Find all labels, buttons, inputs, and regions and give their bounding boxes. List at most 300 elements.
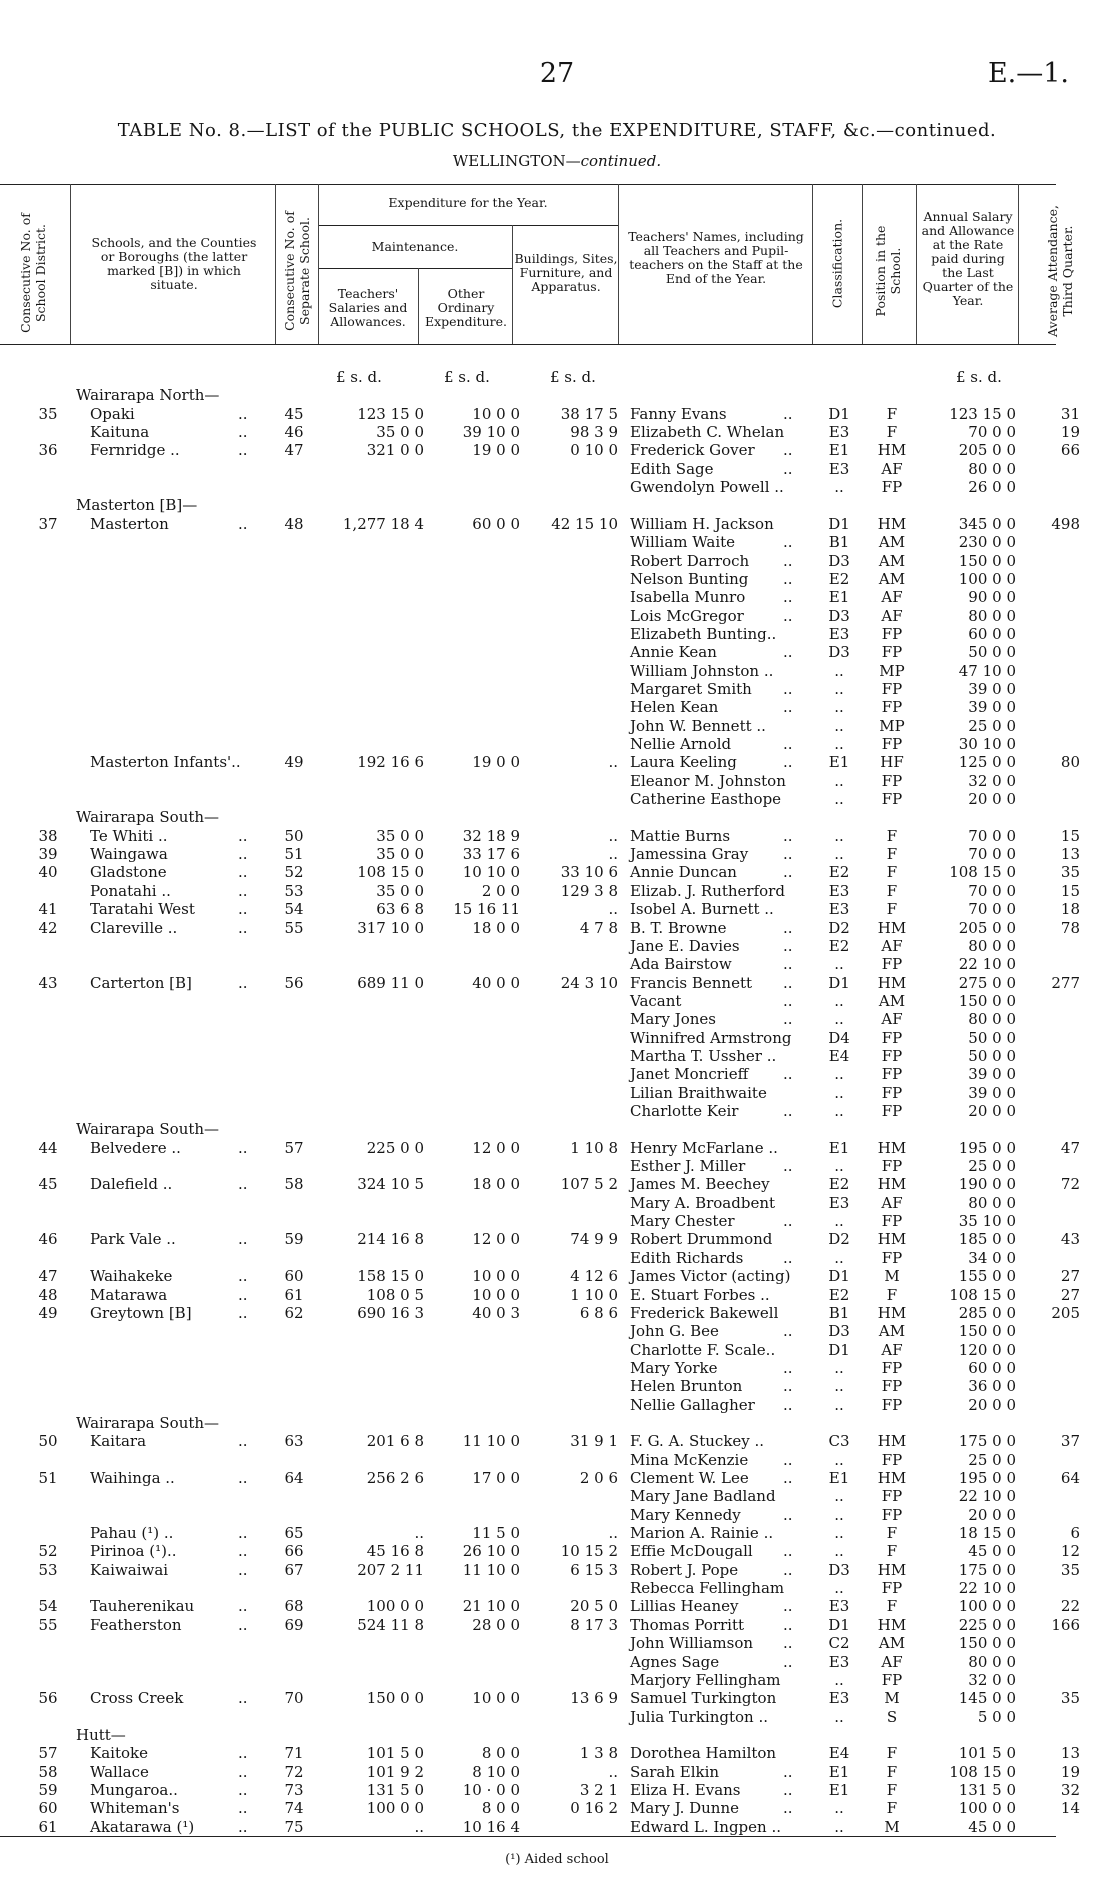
annual-salary: 195 0 0: [958, 1469, 1016, 1487]
table-row: [0, 1267, 1114, 1285]
leader-dots: ..: [783, 955, 793, 974]
position: AM: [878, 1322, 906, 1341]
classification: ..: [834, 1799, 844, 1818]
teacher-name: John Williamson: [630, 1634, 754, 1653]
district-number: 35: [38, 404, 58, 423]
salaries-amount: 150 0 0: [366, 1689, 424, 1708]
school-name: Kaitara: [90, 1432, 147, 1451]
buildings-amount: 98 3 9: [570, 423, 618, 442]
classification: D1: [828, 1615, 850, 1634]
classification: ..: [834, 735, 844, 753]
classification: D3: [828, 1322, 850, 1341]
school-name: Fernridge ..: [90, 441, 180, 460]
classification: ..: [834, 1542, 844, 1561]
table-row: [0, 717, 1114, 735]
classification: ..: [834, 1212, 844, 1231]
annual-salary: 150 0 0: [958, 991, 1016, 1010]
classification: E1: [828, 1138, 850, 1157]
classification: ..: [834, 991, 844, 1010]
position: AF: [881, 936, 903, 955]
table-row: [0, 863, 1114, 881]
header-teachers: Teachers' Names, including all Teachers and Pupil-teachers on the Staff at the End of the Year.: [628, 229, 804, 286]
teacher-name: Catherine Easthope: [630, 790, 782, 809]
table-row: [0, 735, 1114, 753]
district-number: 49: [38, 1303, 58, 1322]
school-name: Masterton Infants'..: [90, 753, 241, 772]
average-attendance: 166: [1051, 1615, 1080, 1634]
teacher-name: Robert Darroch: [630, 551, 750, 570]
table-row: [0, 1671, 1114, 1689]
school-name: Waihinga ..: [90, 1469, 175, 1487]
salaries-amount: 214 16 8: [357, 1230, 424, 1249]
table-row: [0, 753, 1114, 771]
teacher-name: Helen Kean: [630, 698, 719, 717]
position: HM: [877, 1303, 907, 1322]
table-row: [0, 570, 1114, 588]
leader-dots: ..: [783, 1065, 793, 1084]
annual-salary: 70 0 0: [968, 881, 1016, 900]
school-name: Park Vale ..: [90, 1230, 176, 1249]
classification: D1: [828, 1267, 850, 1286]
table-row: [0, 845, 1114, 863]
other-expenditure-amount: 10 10 0: [462, 863, 520, 882]
separate-number: 64: [284, 1469, 304, 1487]
classification: ..: [834, 955, 844, 974]
salaries-amount: 225 0 0: [366, 1138, 424, 1157]
table-row: [0, 1653, 1114, 1671]
header-district: Consecutive No. of School District.: [18, 213, 48, 333]
table-title: TABLE No. 8.—LIST of the PUBLIC SCHOOLS, the EXPENDITURE, STAFF, &c.—continued.: [117, 120, 997, 141]
leader-dots: ..: [783, 1799, 793, 1818]
salaries-amount: 689 11 0: [357, 973, 424, 992]
classification: E2: [828, 1285, 850, 1304]
position: HF: [880, 753, 904, 772]
classification: E3: [828, 1193, 850, 1212]
other-expenditure-amount: 18 0 0: [472, 1175, 520, 1194]
buildings-amount: 42 15 10: [551, 514, 618, 533]
district-number: 58: [38, 1762, 58, 1781]
average-attendance: 47: [1060, 1138, 1080, 1157]
table-row: [0, 478, 1114, 496]
other-expenditure-amount: 18 0 0: [472, 918, 520, 937]
salaries-amount: 1,277 18 4: [342, 514, 424, 533]
table-row: [0, 1139, 1114, 1157]
separate-number: 61: [284, 1285, 304, 1304]
other-expenditure-amount: 8 0 0: [481, 1799, 520, 1818]
separate-number: 63: [284, 1432, 304, 1451]
leader-dots: ..: [783, 1377, 793, 1396]
teacher-name: Frederick Gover: [630, 441, 755, 460]
annual-salary: 20 0 0: [968, 1102, 1016, 1120]
table-row: [0, 974, 1114, 992]
buildings-amount: 0 16 2: [570, 1799, 618, 1818]
header-maintenance: Maintenance.: [371, 239, 459, 254]
classification: ..: [834, 1358, 844, 1377]
classification: E1: [828, 1780, 850, 1799]
classification: ..: [834, 1817, 844, 1836]
annual-salary: 22 10 0: [958, 1579, 1016, 1598]
table-row: [0, 1322, 1114, 1340]
salaries-amount: 100 0 0: [366, 1597, 424, 1616]
other-expenditure-amount: 15 16 11: [453, 900, 520, 919]
annual-salary: 100 0 0: [958, 1799, 1016, 1818]
average-attendance: 13: [1060, 1744, 1080, 1763]
position: HM: [877, 1138, 907, 1157]
other-expenditure-amount: 40 0 3: [472, 1303, 520, 1322]
teacher-name: John G. Bee: [630, 1322, 719, 1341]
table-row: [0, 1065, 1114, 1083]
leader-dots: ..: [238, 845, 248, 864]
position: F: [886, 863, 898, 882]
teacher-name: Frederick Bakewell: [630, 1303, 779, 1322]
school-name: Whiteman's: [90, 1799, 180, 1818]
classification: E3: [828, 1652, 850, 1671]
salaries-amount: 101 5 0: [366, 1744, 424, 1763]
position: F: [886, 1597, 898, 1616]
leader-dots: ..: [238, 1138, 248, 1157]
teacher-name: Mary Jane Badland: [630, 1487, 776, 1506]
leader-dots: ..: [783, 404, 793, 423]
leader-dots: ..: [238, 1597, 248, 1616]
position: F: [886, 1762, 898, 1781]
leader-dots: ..: [238, 1799, 248, 1818]
separate-number: 71: [284, 1744, 304, 1763]
average-attendance: 19: [1060, 423, 1080, 442]
classification: E1: [828, 441, 850, 460]
teacher-name: Samuel Turkington: [630, 1689, 777, 1708]
salaries-amount: 256 2 6: [366, 1469, 424, 1487]
teacher-name: Mary J. Dunne: [630, 1799, 739, 1818]
teacher-name: Fanny Evans: [630, 404, 727, 423]
leader-dots: ..: [238, 918, 248, 937]
table-row: [0, 1689, 1114, 1707]
district-number: 57: [38, 1744, 58, 1763]
annual-salary: 22 10 0: [958, 955, 1016, 974]
average-attendance: 15: [1060, 826, 1080, 845]
table-row: [0, 1487, 1114, 1505]
leader-dots: ..: [783, 606, 793, 625]
leader-dots: ..: [783, 643, 793, 662]
county-heading: Wairarapa South—: [76, 1413, 220, 1432]
position: AF: [881, 606, 903, 625]
leader-dots: ..: [238, 1267, 248, 1286]
salaries-amount: 101 9 2: [366, 1762, 424, 1781]
district-number: 37: [38, 514, 58, 533]
table-row: [0, 515, 1114, 533]
school-name: Greytown [B]: [90, 1303, 192, 1322]
table-row: [0, 790, 1114, 808]
leader-dots: ..: [783, 826, 793, 845]
leader-dots: ..: [783, 1322, 793, 1341]
district-number: 46: [38, 1230, 58, 1249]
teacher-name: Margaret Smith: [630, 679, 752, 698]
table-row: [0, 1010, 1114, 1028]
salaries-amount: 524 11 8: [357, 1615, 424, 1634]
buildings-amount: ..: [608, 753, 618, 772]
position: FP: [881, 1248, 903, 1267]
annual-salary: 70 0 0: [968, 826, 1016, 845]
school-name: Pahau (¹) ..: [90, 1524, 174, 1543]
classification: ..: [834, 698, 844, 717]
classification: ..: [834, 1579, 844, 1598]
separate-number: 55: [284, 918, 304, 937]
annual-salary: 345 0 0: [958, 514, 1016, 533]
position: M: [884, 1689, 900, 1708]
position: F: [886, 881, 898, 900]
unit-buildings: £ s. d.: [550, 368, 596, 386]
buildings-amount: 6 15 3: [570, 1560, 618, 1579]
teacher-name: Agnes Sage: [630, 1652, 720, 1671]
average-attendance: 22: [1060, 1597, 1080, 1616]
position: FP: [881, 698, 903, 717]
table-row: [0, 882, 1114, 900]
leader-dots: ..: [783, 973, 793, 992]
school-name: Te Whiti ..: [90, 826, 168, 845]
district-number: 61: [38, 1817, 58, 1836]
teacher-name: Elizab. J. Rutherford: [630, 881, 785, 900]
leader-dots: ..: [238, 1524, 248, 1543]
classification: ..: [834, 1670, 844, 1689]
school-name: Ponatahi ..: [90, 881, 171, 900]
separate-number: 67: [284, 1560, 304, 1579]
header-expenditure: Expenditure for the Year.: [388, 195, 548, 210]
other-expenditure-amount: 17 0 0: [472, 1469, 520, 1487]
average-attendance: 277: [1051, 973, 1080, 992]
annual-salary: 20 0 0: [968, 790, 1016, 809]
separate-number: 72: [284, 1762, 304, 1781]
position: FP: [881, 1212, 903, 1231]
table-row: [0, 1396, 1114, 1414]
other-expenditure-amount: 32 18 9: [462, 826, 520, 845]
teacher-name: Thomas Porritt: [630, 1615, 745, 1634]
classification: E2: [828, 863, 850, 882]
teacher-name: F. G. A. Stuckey ..: [630, 1432, 765, 1451]
school-name: Cross Creek: [90, 1689, 184, 1708]
classification: ..: [834, 1707, 844, 1726]
position: FP: [881, 1670, 903, 1689]
position: FP: [881, 1028, 903, 1047]
classification: D4: [828, 1028, 850, 1047]
buildings-amount: 0 10 0: [570, 441, 618, 460]
teacher-name: Edward L. Ingpen ..: [630, 1817, 782, 1836]
annual-salary: 50 0 0: [968, 1028, 1016, 1047]
position: F: [886, 404, 898, 423]
leader-dots: ..: [783, 1505, 793, 1524]
other-expenditure-amount: 60 0 0: [472, 514, 520, 533]
teacher-name: Annie Kean: [630, 643, 717, 662]
leader-dots: ..: [238, 1469, 248, 1487]
annual-salary: 39 0 0: [968, 1065, 1016, 1084]
position: FP: [881, 643, 903, 662]
leader-dots: ..: [783, 991, 793, 1010]
table-row: [0, 1469, 1114, 1487]
leader-dots: ..: [783, 1542, 793, 1561]
table-row: [0, 827, 1114, 845]
leader-dots: ..: [238, 1432, 248, 1451]
leader-dots: ..: [238, 1762, 248, 1781]
classification: ..: [834, 826, 844, 845]
leader-dots: ..: [783, 936, 793, 955]
teacher-name: Mattie Burns: [630, 826, 731, 845]
table-row: [0, 680, 1114, 698]
salaries-amount: 45 16 8: [366, 1542, 424, 1561]
table-row: [0, 1708, 1114, 1726]
table-row: [0, 1579, 1114, 1597]
school-name: Kaitoke: [90, 1744, 148, 1763]
header-separate: Consecutive No. of Separate School.: [282, 211, 312, 331]
leader-dots: ..: [783, 459, 793, 478]
annual-salary: 155 0 0: [958, 1267, 1016, 1286]
separate-number: 73: [284, 1780, 304, 1799]
header-attendance: Average Attendance, Third Quarter.: [1045, 205, 1075, 337]
position: F: [886, 1744, 898, 1763]
leader-dots: ..: [783, 1469, 793, 1487]
position: HM: [877, 1469, 907, 1487]
leader-dots: ..: [783, 918, 793, 937]
annual-salary: 26 0 0: [968, 478, 1016, 497]
separate-number: 49: [284, 753, 304, 772]
average-attendance: 12: [1060, 1542, 1080, 1561]
separate-number: 70: [284, 1689, 304, 1708]
table-row: [0, 1763, 1114, 1781]
annual-salary: 80 0 0: [968, 1652, 1016, 1671]
classification: ..: [834, 1157, 844, 1176]
classification: ..: [834, 1524, 844, 1543]
teacher-name: Charlotte F. Scale..: [630, 1340, 776, 1359]
school-name: Dalefield ..: [90, 1175, 173, 1194]
school-name: Opaki: [90, 404, 135, 423]
separate-number: 57: [284, 1138, 304, 1157]
position: AM: [878, 533, 906, 552]
classification: D1: [828, 514, 850, 533]
separate-number: 45: [284, 404, 304, 423]
position: FP: [881, 790, 903, 809]
average-attendance: 35: [1060, 863, 1080, 882]
position: FP: [881, 1377, 903, 1396]
header-other: Other Ordinary Expenditure.: [424, 286, 508, 329]
classification: ..: [834, 1487, 844, 1506]
other-expenditure-amount: 2 0 0: [481, 881, 520, 900]
table-row: [0, 1120, 1114, 1138]
position: F: [886, 826, 898, 845]
table-row: [0, 643, 1114, 661]
subtitle-region: WELLINGTON—: [452, 152, 581, 170]
buildings-amount: 107 5 2: [560, 1175, 618, 1194]
buildings-amount: 13 6 9: [570, 1689, 618, 1708]
annual-salary: 80 0 0: [968, 1193, 1016, 1212]
table-row: [0, 1781, 1114, 1799]
salaries-amount: 100 0 0: [366, 1799, 424, 1818]
district-number: 39: [38, 845, 58, 864]
teacher-name: Sarah Elkin: [630, 1762, 720, 1781]
teacher-name: Eleanor M. Johnston: [630, 771, 786, 790]
teacher-name: Janet Moncrieff: [630, 1065, 749, 1084]
leader-dots: ..: [238, 514, 248, 533]
average-attendance: 13: [1060, 845, 1080, 864]
average-attendance: 15: [1060, 881, 1080, 900]
school-name: Kaituna: [90, 423, 150, 442]
teacher-name: James M. Beechey: [630, 1175, 770, 1194]
buildings-amount: 20 5 0: [570, 1597, 618, 1616]
leader-dots: ..: [238, 1285, 248, 1304]
annual-salary: 45 0 0: [968, 1542, 1016, 1561]
leader-dots: ..: [238, 441, 248, 460]
table-row: [0, 1304, 1114, 1322]
classification: E1: [828, 1762, 850, 1781]
position: HM: [877, 514, 907, 533]
leader-dots: ..: [783, 1212, 793, 1231]
annual-salary: 108 15 0: [949, 863, 1016, 882]
leader-dots: ..: [238, 826, 248, 845]
annual-salary: 175 0 0: [958, 1432, 1016, 1451]
teacher-name: Rebecca Fellingham: [630, 1579, 785, 1598]
table-row: [0, 1286, 1114, 1304]
table-row: [0, 1157, 1114, 1175]
county-heading: Wairarapa North—: [76, 386, 220, 405]
leader-dots: ..: [783, 1248, 793, 1267]
teacher-name: Lois McGregor: [630, 606, 744, 625]
annual-salary: 285 0 0: [958, 1303, 1016, 1322]
annual-salary: 25 0 0: [968, 716, 1016, 735]
leader-dots: ..: [238, 404, 248, 423]
teacher-name: William Waite: [630, 533, 736, 552]
annual-salary: 101 5 0: [958, 1744, 1016, 1763]
salaries-amount: 201 6 8: [366, 1432, 424, 1451]
page-number: 27: [539, 58, 575, 89]
other-expenditure-amount: 11 5 0: [472, 1524, 520, 1543]
teacher-name: Robert J. Pope: [630, 1560, 739, 1579]
school-name: Akatarawa (¹): [90, 1817, 195, 1836]
county-heading: Masterton [B]—: [76, 496, 198, 515]
leader-dots: ..: [238, 881, 248, 900]
other-expenditure-amount: 39 10 0: [462, 423, 520, 442]
salaries-amount: 123 15 0: [357, 404, 424, 423]
annual-salary: 47 10 0: [958, 661, 1016, 680]
salaries-amount: 321 0 0: [366, 441, 424, 460]
position: F: [886, 1780, 898, 1799]
salaries-amount: 35 0 0: [376, 423, 424, 442]
teacher-name: Francis Bennett: [630, 973, 752, 992]
position: FP: [881, 1083, 903, 1102]
other-expenditure-amount: 11 10 0: [462, 1560, 520, 1579]
salaries-amount: 131 5 0: [366, 1780, 424, 1799]
teacher-name: Edith Sage: [630, 459, 714, 478]
leader-dots: ..: [783, 1450, 793, 1469]
district-number: 36: [38, 441, 58, 460]
teacher-name: William H. Jackson: [630, 514, 774, 533]
other-expenditure-amount: 11 10 0: [462, 1432, 520, 1451]
position: F: [886, 1524, 898, 1543]
school-name: Featherston: [90, 1615, 182, 1634]
position: F: [886, 1285, 898, 1304]
teacher-name: Charlotte Keir: [630, 1102, 739, 1120]
position: AM: [878, 1634, 906, 1653]
teacher-name: Gwendolyn Powell ..: [630, 478, 784, 497]
other-expenditure-amount: 10 16 4: [462, 1817, 520, 1836]
classification: E4: [828, 1046, 850, 1065]
leader-dots: ..: [783, 1597, 793, 1616]
separate-number: 68: [284, 1597, 304, 1616]
district-number: 54: [38, 1597, 58, 1616]
other-expenditure-amount: 26 10 0: [462, 1542, 520, 1561]
annual-salary: 275 0 0: [958, 973, 1016, 992]
teacher-name: Isabella Munro: [630, 588, 746, 607]
annual-salary: 145 0 0: [958, 1689, 1016, 1708]
average-attendance: 80: [1060, 753, 1080, 772]
teacher-name: Nellie Arnold: [630, 735, 732, 753]
separate-number: 59: [284, 1230, 304, 1249]
annual-salary: 20 0 0: [968, 1505, 1016, 1524]
